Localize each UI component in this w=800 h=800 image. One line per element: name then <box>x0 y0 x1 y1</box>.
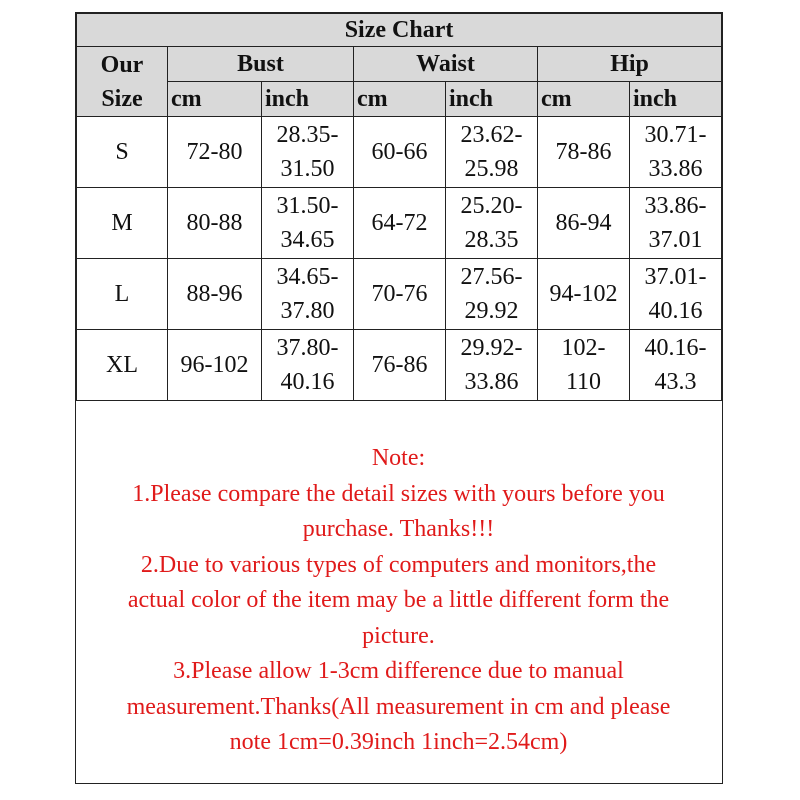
cell-line: 29.92 <box>464 298 519 324</box>
table-row <box>77 330 722 401</box>
our-size-header <box>77 47 168 117</box>
size-cell: L <box>77 259 168 330</box>
cell-line: 31.50 <box>280 156 335 182</box>
cell-line: 34.65 <box>280 227 335 253</box>
hip-cm-cell <box>538 259 630 330</box>
note-line: 1.Please compare the detail sizes with yours before you <box>132 480 665 507</box>
note-line: 2.Due to various types of computers and monitors,the <box>140 551 657 578</box>
group-header-row <box>77 47 722 82</box>
hip-cm-cell <box>538 117 630 188</box>
size-cell: S <box>77 117 168 188</box>
bust-in-cell <box>262 117 354 188</box>
bust-cm-cell <box>168 117 262 188</box>
cell-line: 29.92- <box>460 335 523 361</box>
cell-line: 28.35- <box>276 122 339 148</box>
waist-in-cell <box>446 117 538 188</box>
cell-line: 86-94 <box>555 210 612 236</box>
hip-cm-header: cm <box>538 82 630 117</box>
bust-inch-header: inch <box>262 82 354 117</box>
title-row <box>77 14 722 47</box>
waist-header: Waist <box>354 47 538 82</box>
note-line: actual color of the item may be a little different form the <box>127 587 670 613</box>
hip-cm-cell <box>538 330 630 401</box>
hip-header: Hip <box>538 47 722 82</box>
note-line: purchase. Thanks!!! <box>302 516 495 542</box>
cell-line: 34.65- <box>276 264 339 290</box>
size-cell: M <box>77 188 168 259</box>
hip-in-cell <box>630 330 722 401</box>
hip-cm-cell <box>538 188 630 259</box>
cell-line: 33.86 <box>648 156 703 182</box>
bust-cm-header: cm <box>168 82 262 117</box>
cell-line: 60-66 <box>371 139 428 165</box>
our-label: Our <box>100 51 144 78</box>
cell-line: 23.62- <box>460 122 523 148</box>
cell-line: 78-86 <box>555 139 612 165</box>
note-line: measurement.Thanks(All measurement in cm and please <box>126 693 671 720</box>
bust-in-cell <box>262 188 354 259</box>
note-line: picture. <box>362 622 435 649</box>
waist-in-cell <box>446 330 538 401</box>
size-chart-frame <box>75 12 723 784</box>
cell-line: 110 <box>565 369 602 395</box>
note-heading: Note: <box>371 445 426 471</box>
cell-line: 94-102 <box>549 281 618 307</box>
note-line: 3.Please allow 1-3cm difference due to manual <box>173 658 624 684</box>
size-label: Size <box>101 85 143 112</box>
cell-line: 28.35 <box>464 227 519 253</box>
waist-in-cell <box>446 259 538 330</box>
waist-inch-header: inch <box>446 82 538 117</box>
waist-cm-cell <box>354 330 446 401</box>
cell-line: 25.20- <box>460 193 523 219</box>
hip-in-cell <box>630 117 722 188</box>
waist-in-cell <box>446 188 538 259</box>
hip-inch-header: inch <box>630 82 722 117</box>
cell-line: 96-102 <box>180 352 249 378</box>
size-chart-table <box>76 13 722 401</box>
waist-cm-cell <box>354 117 446 188</box>
cell-line: 27.56- <box>460 264 523 290</box>
cell-line: 102- <box>561 335 606 361</box>
waist-cm-cell <box>354 259 446 330</box>
cell-line: 76-86 <box>371 352 428 378</box>
size-cell: XL <box>77 330 168 401</box>
cell-line: 43.3 <box>654 369 697 395</box>
cell-line: 37.01- <box>644 264 707 290</box>
cell-line: 33.86 <box>464 369 519 395</box>
table-row <box>77 117 722 188</box>
cell-line: 70-76 <box>371 281 428 307</box>
bust-header: Bust <box>168 47 354 82</box>
cell-line: 31.50- <box>276 193 339 219</box>
bust-cm-cell <box>168 330 262 401</box>
chart-title: Size Chart <box>77 14 722 47</box>
table-row <box>77 188 722 259</box>
hip-in-cell <box>630 259 722 330</box>
bust-in-cell <box>262 330 354 401</box>
cell-line: 37.80 <box>280 298 335 324</box>
cell-line: 40.16 <box>280 369 335 395</box>
cell-line: 88-96 <box>186 281 243 307</box>
cell-line: 80-88 <box>186 210 243 236</box>
cell-line: 37.01 <box>648 227 703 253</box>
cell-line: 33.86- <box>644 193 707 219</box>
cell-line: 64-72 <box>371 210 428 236</box>
cell-line: 30.71- <box>644 122 707 148</box>
note-block <box>76 441 721 761</box>
bust-cm-cell <box>168 188 262 259</box>
note-line: note 1cm=0.39inch 1inch=2.54cm) <box>229 729 568 755</box>
table-row <box>77 259 722 330</box>
hip-in-cell <box>630 188 722 259</box>
bust-in-cell <box>262 259 354 330</box>
cell-line: 40.16- <box>644 335 707 361</box>
waist-cm-header: cm <box>354 82 446 117</box>
bust-cm-cell <box>168 259 262 330</box>
cell-line: 72-80 <box>186 139 243 165</box>
cell-line: 25.98 <box>464 156 519 182</box>
cell-line: 40.16 <box>648 298 703 324</box>
unit-header-row <box>77 82 722 117</box>
waist-cm-cell <box>354 188 446 259</box>
cell-line: 37.80- <box>276 335 339 361</box>
